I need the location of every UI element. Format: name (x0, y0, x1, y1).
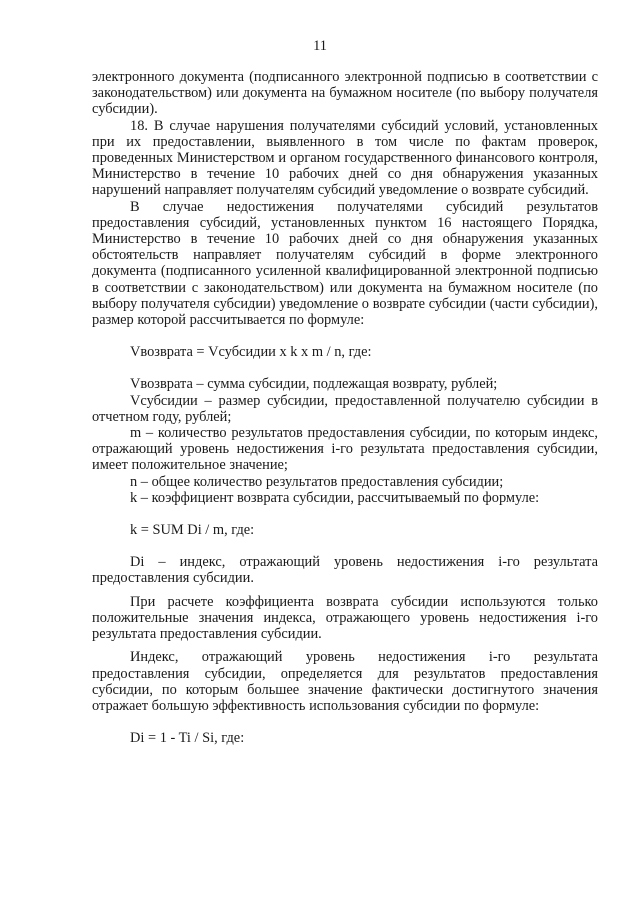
formula-di: Di = 1 - Ti / Si, где: (130, 730, 245, 747)
paragraph-index-definition: Индекс, отражающий уровень недостижения i-го результата предоставления субсидии, определяется для результатов предоставления субсидии, по которым большее значение фактически достигнутого значения отражает большую эффективность использования субсидии по формуле: (92, 649, 598, 714)
formula-k: k = SUM Di / m, где: (130, 522, 255, 539)
document-body (92, 69, 598, 746)
definition-v-refund: Vвозврата – сумма субсидии, подлежащая возврату, рублей; (130, 376, 498, 393)
definition-v-subsidy: Vсубсидии – размер субсидии, предоставленной получателю субсидии в отчетном году, рублей; (92, 392, 598, 425)
page-number: 11 (313, 38, 327, 54)
definition-di: Di – индекс, отражающий уровень недостижения i-го результата предоставления субсидии. (92, 554, 598, 587)
definition-k: k – коэффициент возврата субсидии, рассчитываемый по формуле: (130, 489, 540, 506)
paragraph-18: 18. В случае нарушения получателями субсидий условий, установленных при их предоставлении, выявленного в том числе по фактам проверок, проведенных Министерством и органом государственного финансового контроля, Министерство в течение 10 рабочих дней со дня обнаружения указанных нарушений направляет получателям субсидий уведомление о возврате субсидий. (92, 117, 598, 199)
definition-m: m – количество результатов предоставления субсидии, по которым индекс, отражающий уровень недостижения i-го результата предоставления субсидии, имеет положительное значение; (92, 425, 598, 474)
definition-n: n – общее количество результатов предоставления субсидии; (130, 473, 504, 490)
paragraph-continuation: электронного документа (подписанного электронной подписью в соответствии с законодательством) или документа на бумажном носителе (по выбору получателя субсидии). (92, 69, 598, 118)
paragraph-non-achievement: В случае недостижения получателями субсидий результатов предоставления субсидий, установленных пунктом 16 настоящего Порядка, Министерство в течение 10 рабочих дней со дня обнаружения указанных обстоятельств направляет получателям субсидий в форме электронного документа (подписанного усиленной квалифицированной электронной подписью в соответствии с законодательством) или документа на бумажном носителе (по выбору получателя субсидии) уведомление о возврате субсидии (части субсидии), размер которой рассчитывается по формуле: (92, 198, 598, 329)
formula-refund: Vвозврата = Vсубсидии x k x m / n, где: (130, 344, 372, 361)
paragraph-positive-values: При расчете коэффициента возврата субсидии используются только положительные значения индекса, отражающего уровень недостижения i-го результата предоставления субсидии. (92, 593, 598, 643)
